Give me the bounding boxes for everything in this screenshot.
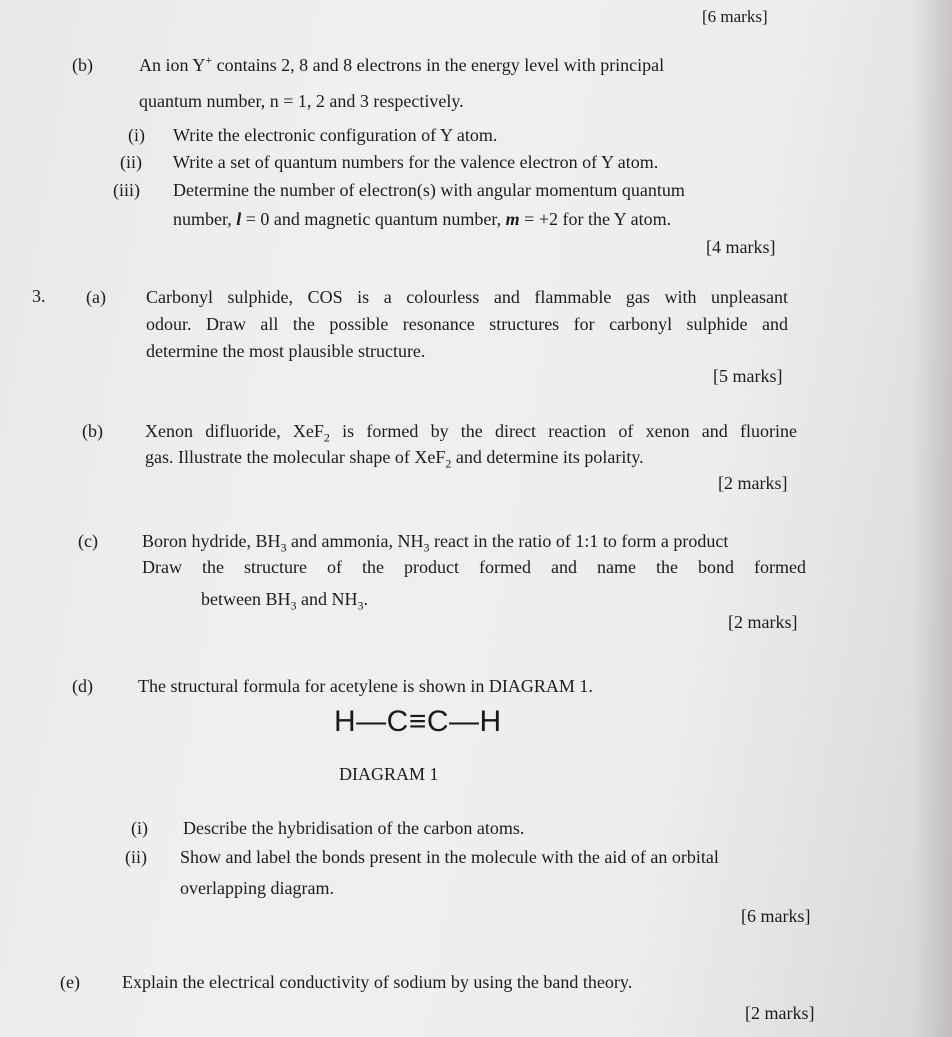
marks-label: [2 marks] xyxy=(728,612,798,632)
question-text: Carbonyl sulphide, COS is a colourless and flammable gas with unpleasant xyxy=(146,287,788,307)
subpart-text: number, l = 0 and magnetic quantum number, m = +2 for the Y atom. xyxy=(173,209,672,229)
diagram-caption: DIAGRAM 1 xyxy=(339,764,439,784)
question-text: Boron hydride, $BH_3$ and ammonia, $NH_3$ react in the ratio of 1:1 to form a product xyxy=(142,531,729,555)
subpart-text: Write a set of quantum numbers for the valence electron of Y atom. xyxy=(173,152,659,172)
subpart-text: Describe the hybridisation of the carbon atoms. xyxy=(183,818,525,838)
marks-label: [2 marks] xyxy=(745,1003,815,1023)
question-number: 3. xyxy=(32,286,46,306)
subpart-text: Write the electronic configuration of Y atom. xyxy=(173,125,498,145)
subpart-text: Determine the number of electron(s) with angular momentum quantum xyxy=(173,180,685,200)
question-text: quantum number, n = 1, 2 and 3 respectively. xyxy=(139,91,464,111)
marks-label: [2 marks] xyxy=(718,473,788,493)
question-text: determine the most plausible structure. xyxy=(146,341,426,361)
question-text: gas. Illustrate the molecular shape of XeF$_2$ and determine its polarity. xyxy=(145,447,644,471)
subpart-label: (ii) xyxy=(125,847,147,867)
question-text: Explain the electrical conductivity of sodium by using the band theory. xyxy=(122,972,633,992)
question-text: The structural formula for acetylene is shown in DIAGRAM 1. xyxy=(138,676,593,696)
part-label: (b) xyxy=(72,55,93,75)
marks-label: [5 marks] xyxy=(713,366,783,386)
subpart-text: Show and label the bonds present in the molecule with the aid of an orbital xyxy=(180,847,719,867)
subpart-label: (ii) xyxy=(120,152,142,172)
part-label: (d) xyxy=(72,676,93,696)
question-text: between $BH_3$ and $NH_3$. xyxy=(201,589,368,613)
subpart-label: (iii) xyxy=(113,180,140,200)
subpart-label: (i) xyxy=(128,125,145,145)
part-label: (e) xyxy=(60,972,80,992)
subpart-label: (i) xyxy=(131,818,148,838)
question-text: Xenon difluoride, XeF$_2$ is formed by the direct reaction of xenon and fluorine xyxy=(145,421,798,445)
part-label: (b) xyxy=(82,421,103,441)
part-label: (c) xyxy=(78,531,98,551)
question-text: odour. Draw all the possible resonance structures for carbonyl sulphide and xyxy=(146,314,788,334)
part-label: (a) xyxy=(86,287,106,307)
marks-label: [6 marks] xyxy=(741,906,811,926)
question-text: Draw the structure of the product formed and name the bond formed xyxy=(142,557,806,577)
marks-label: [4 marks] xyxy=(706,237,776,257)
marks-label: [6 marks] xyxy=(702,7,768,26)
question-text: An ion Y+ contains 2, 8 and 8 electrons in the energy level with principal xyxy=(139,53,665,75)
acetylene-structural-formula: H—C≡C—H xyxy=(334,705,502,738)
subpart-text: overlapping diagram. xyxy=(180,878,334,898)
page-edge-shadow xyxy=(912,0,952,1037)
